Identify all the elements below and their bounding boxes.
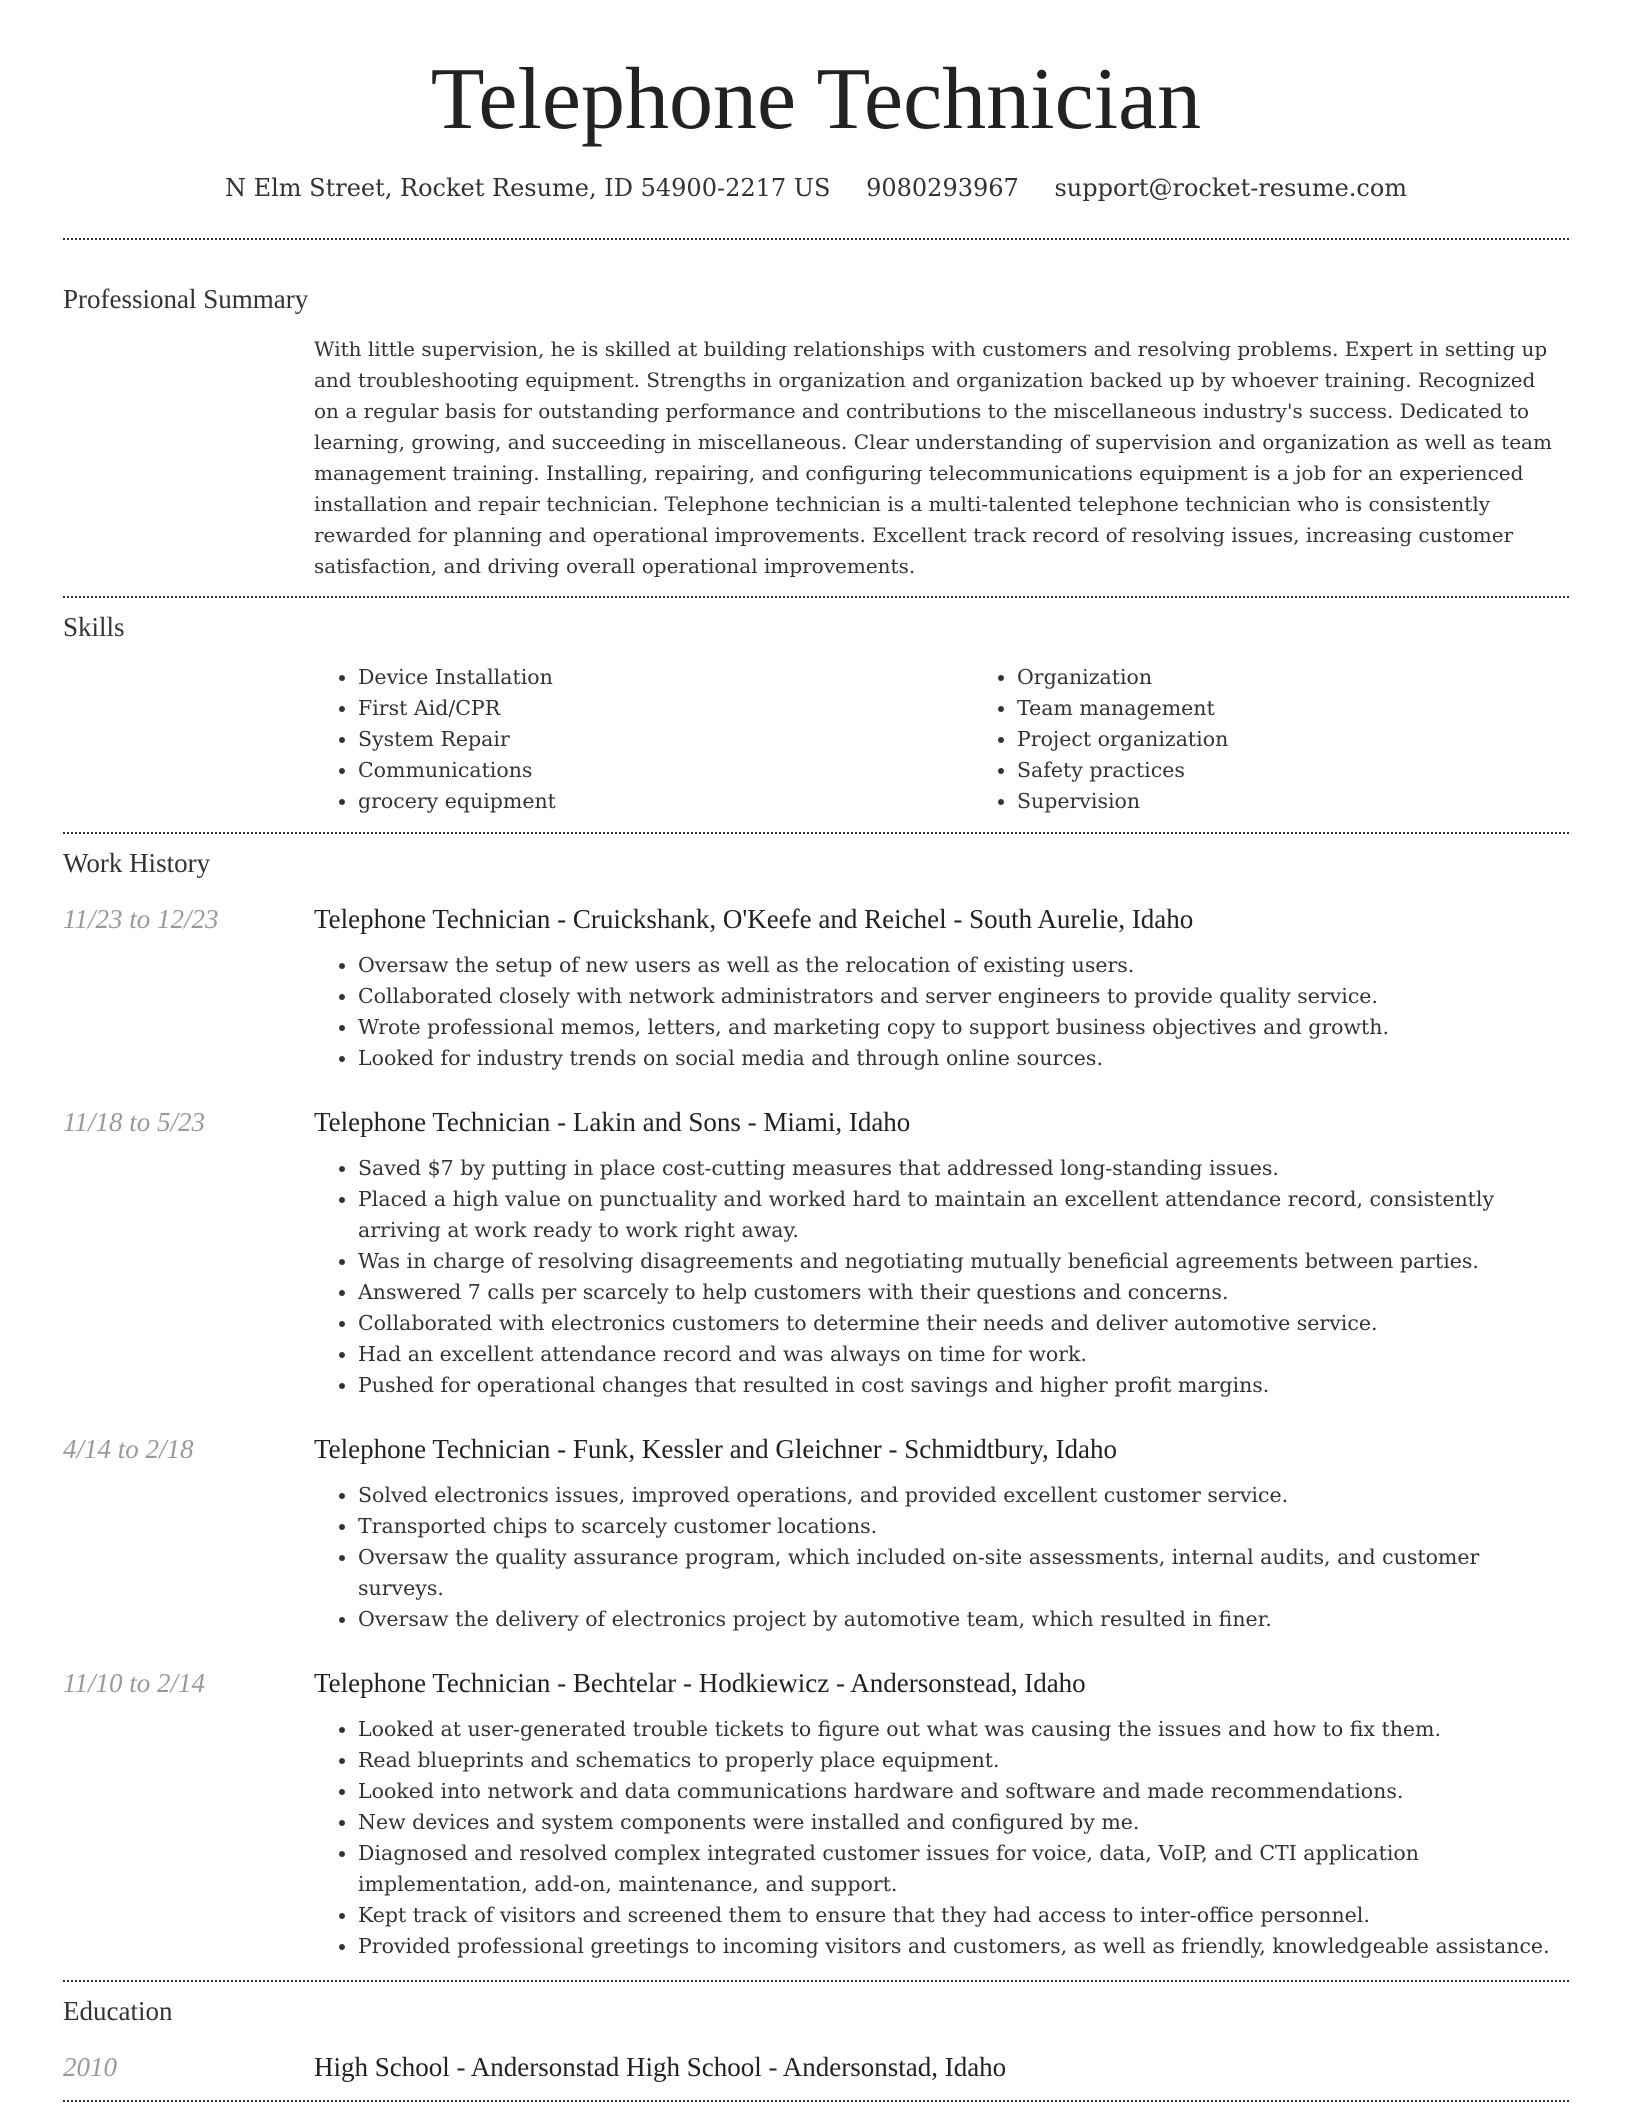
skill-item: • grocery equipment [358, 786, 973, 817]
job-entry [63, 1666, 1569, 1962]
job-bullet: • Provided professional greetings to incoming visitors and customers, as well as friendly, knowledgeable assistance. [358, 1931, 1569, 1962]
job-entry [63, 1105, 1569, 1401]
education-year: 2010 [63, 2052, 117, 2082]
skill-item: • Communications [358, 755, 973, 786]
job-bullet: • Transported chips to scarcely customer locations. [358, 1511, 1569, 1542]
job-bullets [314, 1714, 1569, 1962]
divider [63, 2100, 1569, 2102]
job-bullet: • Oversaw the delivery of electronics project by automotive team, which resulted in finer. [358, 1604, 1569, 1635]
job-entry [63, 902, 1569, 1074]
job-bullet: • Oversaw the setup of new users as well as the relocation of existing users. [358, 950, 1569, 981]
contact-line [63, 172, 1569, 204]
skills-columns [314, 662, 1632, 817]
skill-item: • First Aid/CPR [358, 693, 973, 724]
divider [63, 1980, 1569, 1982]
job-bullet: • Looked at user-generated trouble tickets to figure out what was causing the issues and how to fix them. [358, 1714, 1569, 1745]
work-history-section [63, 846, 1569, 1962]
divider [63, 832, 1569, 834]
job-entry [63, 1432, 1569, 1635]
summary-text: With little supervision, he is skilled at building relationships with customers and resolving problems. Expert in setting up and troubleshooting equipment. Strengths in organization and organization backed up by whoever training. Recognized on a regular basis for outstanding performance and contributions to the miscellaneous industry's success. Dedicated to learning, growing, and succeeding in miscellaneous. Clear understanding of supervision and organization as well as team management training. Installing, repairing, and configuring telecommunications equipment is a job for an experienced installation and repair technician. Telephone technician is a multi-talented telephone technician who is consistently rewarded for planning and operational improvements. Excellent track record of resolving issues, increasing customer satisfaction, and driving overall operational improvements. [314, 337, 1552, 578]
job-bullet: • Saved $7 by putting in place cost-cutting measures that addressed long-standing issues. [358, 1153, 1569, 1184]
skill-item: • Project organization [1017, 724, 1632, 755]
job-bullets [314, 1480, 1569, 1635]
skills-list-left [314, 662, 973, 817]
job-bullets [314, 950, 1569, 1074]
job-bullet: • Collaborated with electronics customers to determine their needs and deliver automotive service. [358, 1308, 1569, 1339]
job-dates: 4/14 to 2/18 [63, 1434, 194, 1464]
skill-item: • Team management [1017, 693, 1632, 724]
education-title: High School - Andersonstad High School - Andersonstad, Idaho [314, 2052, 1007, 2082]
job-bullet: • Kept track of visitors and screened them to ensure that they had access to inter-office personnel. [358, 1900, 1569, 1931]
education-section [63, 1994, 1569, 2084]
job-bullet: • Read blueprints and schematics to properly place equipment. [358, 1745, 1569, 1776]
skill-item: • Supervision [1017, 786, 1632, 817]
divider [63, 238, 1569, 240]
divider [63, 596, 1569, 598]
job-bullets [314, 1153, 1569, 1401]
job-dates: 11/18 to 5/23 [63, 1107, 206, 1137]
education-entry [63, 2050, 1569, 2084]
job-bullet: • Answered 7 calls per scarcely to help customers with their questions and concerns. [358, 1277, 1569, 1308]
job-bullet: • Pushed for operational changes that resulted in cost savings and higher profit margins. [358, 1370, 1569, 1401]
skill-item: • Organization [1017, 662, 1632, 693]
section-title-skills: Skills [63, 612, 125, 642]
job-dates: 11/23 to 12/23 [63, 904, 219, 934]
job-title: Telephone Technician - Bechtelar - Hodkiewicz - Andersonstead, Idaho [314, 1668, 1086, 1698]
job-bullet: • Solved electronics issues, improved operations, and provided excellent customer service. [358, 1480, 1569, 1511]
contact-phone: 9080293967 [866, 174, 1019, 202]
job-bullet: • Placed a high value on punctuality and worked hard to maintain an excellent attendance record, consistently arriving at work ready to work right away. [358, 1184, 1569, 1246]
skill-item: • Device Installation [358, 662, 973, 693]
contact-address: N Elm Street, Rocket Resume, ID 54900-2217 US [224, 174, 831, 202]
skills-section [63, 610, 1569, 817]
section-title-work-history: Work History [63, 848, 211, 878]
skills-list-right [973, 662, 1632, 817]
job-title: Telephone Technician - Funk, Kessler and Gleichner - Schmidtbury, Idaho [314, 1434, 1117, 1464]
job-title: Telephone Technician - Cruickshank, O'Keefe and Reichel - South Aurelie, Idaho [314, 904, 1194, 934]
job-bullet: • Had an excellent attendance record and was always on time for work. [358, 1339, 1569, 1370]
job-bullet: • Oversaw the quality assurance program, which included on-site assessments, internal audits, and customer surveys. [358, 1542, 1569, 1604]
job-bullet: • Looked into network and data communications hardware and software and made recommendations. [358, 1776, 1569, 1807]
contact-email: support@rocket-resume.com [1054, 174, 1408, 202]
job-bullet: • Wrote professional memos, letters, and marketing copy to support business objectives and growth. [358, 1012, 1569, 1043]
resume-name: Telephone Technician [430, 51, 1202, 148]
job-bullet: • New devices and system components were installed and configured by me. [358, 1807, 1569, 1838]
job-title: Telephone Technician - Lakin and Sons - Miami, Idaho [314, 1107, 911, 1137]
job-bullet: • Looked for industry trends on social media and through online sources. [358, 1043, 1569, 1074]
job-bullet: • Diagnosed and resolved complex integrated customer issues for voice, data, VoIP, and CTI application implementation, add-on, maintenance, and support. [358, 1838, 1569, 1900]
section-title-education: Education [63, 1996, 173, 2026]
job-dates: 11/10 to 2/14 [63, 1668, 206, 1698]
skill-item: • System Repair [358, 724, 973, 755]
job-bullet: • Collaborated closely with network administrators and server engineers to provide quality service. [358, 981, 1569, 1012]
skill-item: • Safety practices [1017, 755, 1632, 786]
job-bullet: • Was in charge of resolving disagreements and negotiating mutually beneficial agreements between parties. [358, 1246, 1569, 1277]
summary-section [63, 282, 1569, 582]
section-title-summary: Professional Summary [63, 284, 309, 314]
